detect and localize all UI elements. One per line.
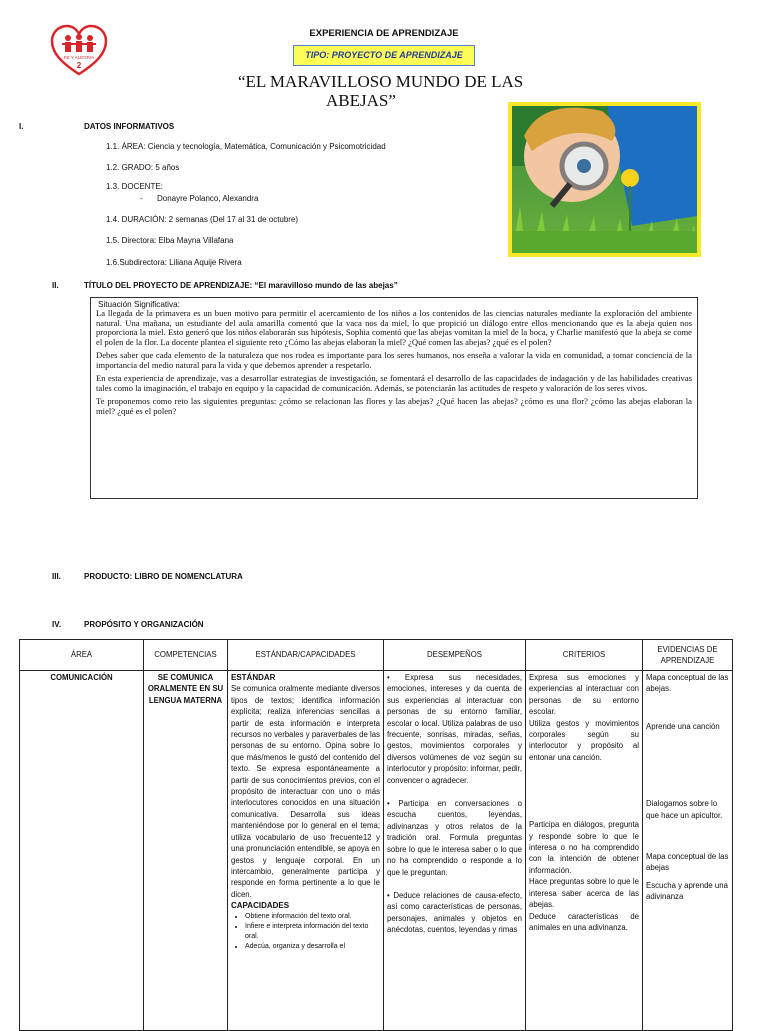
situacion-paragraph-3: En esta experiencia de aprendizaje, vas a desarrollar estrategias de investigación, se fomentará el desarrollo de las capacidades de indagación y de las habilidades creativas tales como la imaginación, el trabajo en equipo y la capacidad de comunicación. Además, se potenciarán las actitudes de respeto y valoración de los seres vivos. (96, 373, 692, 393)
list-item: • Infiere e interpreta información del texto oral. (245, 922, 380, 942)
criterio-item: Participa en diálogos, pregunta y responde sobre lo que le interesa o no ha comprendido con la intención de obtener información. (529, 820, 639, 875)
desempeno-item: • Participa en conversaciones o escucha cuentos, leyendas, adivinanzas y otros relatos de la tradición oral. Formula preguntas sobre lo que le interesa saber o lo que no ha comprendido o responde a lo que le preguntan. (387, 799, 522, 877)
section-3-number: III. (52, 572, 61, 581)
duracion-line: 1.4. DURACIÓN: 2 semanas (Del 17 al 31 de octubre) (106, 215, 299, 224)
header-competencias: COMPETENCIAS (144, 640, 228, 671)
section-4-number: IV. (52, 620, 62, 629)
evidencia-item: Escucha y aprende una adivinanza (646, 880, 728, 902)
header-evidencias: EVIDENCIAS DE APRENDIZAJE (643, 640, 733, 671)
capacidades-list (231, 912, 380, 952)
situacion-paragraph-1: La llegada de la primavera es un buen motivo para permitir el acercamiento de los niños a los contenidos de las ciencias naturales mediante la exploración del ambiente natural. Una mañana, un estudiante del aula amarilla comentó que la vaca nos da miel, lo que propició un diálogo entre ellos mencionando que es la abeja quien nos proporciona la miel. Esto generó que los niños elaborarán sus hipótesis, Sophia comentó que las abejas vomitan la miel de la boca, y Charlie manifestó que la abeja se come el polen de la flor. La docente plantea el siguiente reto ¿Cómo las abejas elaboran la miel? ¿Qué comen las abejas? ¿qué es el polen? (96, 308, 692, 347)
child-magnifier-photo (508, 102, 701, 257)
evidencia-item: Dialogamos sobre lo que hace un apicultor. (646, 799, 723, 820)
situacion-title: Situación Significativa: (98, 300, 180, 309)
header-estandar: ESTÁNDAR/CAPACIDADES (228, 640, 384, 671)
criterio-item: Hace preguntas sobre lo que le interesa saber acerca de las abejas. (529, 877, 639, 910)
evidencia-item: Aprende una canción (646, 721, 720, 731)
project-type-badge: TIPO: PROYECTO DE APRENDIZAJE (293, 45, 475, 66)
criterio-item: Expresa sus emociones y experiencias al interactuar con personas de su entorno escolar. (529, 673, 639, 717)
main-title: “EL MARAVILLOSO MUNDO DE LAS ABEJAS” (238, 72, 524, 110)
criterios-cell (526, 671, 643, 1031)
evidencia-item: Mapa conceptual de las abejas (646, 852, 729, 873)
desempeno-item: • Expresa sus necesidades, emociones, intereses y da cuenta de sus experiencias al interactuar con personas de su entorno familiar, escolar o local. Utiliza palabras de uso frecuente, sonrisas, miradas, señas, gestos, movimientos corporales y diversos volúmenes de voz según su interlocutor y propósito: informar, pedir, convencer o agradecer. (387, 673, 522, 785)
subdirectora-line: 1.6.Subdirectora: Liliana Aquije Rivera (106, 258, 242, 267)
docente-dash: - (140, 194, 143, 203)
docente-label: 1.3. DOCENTE: (106, 182, 163, 191)
evidencia-item: Mapa conceptual de las abejas. (646, 673, 729, 694)
list-item: • Adecúa, organiza y desarrolla el (245, 942, 380, 952)
docente-name: Donayre Polanco, Alexandra (157, 194, 259, 203)
header-desempenos: DESEMPEÑOS (384, 640, 526, 671)
competencia-cell: SE COMUNICA ORALMENTE EN SU LENGUA MATERNA (144, 671, 228, 1031)
grado-line: 1.2. GRADO: 5 años (106, 163, 180, 172)
section-1-number: I. (19, 122, 24, 131)
evidencias-cell (643, 671, 733, 1031)
situacion-box (90, 297, 698, 499)
estandar-cell (228, 671, 384, 1031)
table-header-row (20, 640, 733, 671)
producto-line: PRODUCTO: LIBRO DE NOMENCLATURA (84, 572, 243, 581)
proposito-table (19, 639, 733, 1031)
area-line: 1.1. ÁREA: Ciencia y tecnología, Matemática, Comunicación y Psicomotricidad (106, 142, 386, 151)
capacidades-label: CAPACIDADES (231, 901, 290, 911)
section-2-number: II. (52, 281, 59, 290)
project-title-line: TÍTULO DEL PROYECTO DE APRENDIZAJE: “El maravilloso mundo de las abejas” (84, 281, 398, 290)
estandar-text: Se comunica oralmente mediante diversos tipos de textos; identifica información explícita; realiza inferencias sencillas a partir de esta información e interpreta recursos no verbales y paraverbales de las personas de su entorno. Opina sobre lo que más/menos le gustó del contenido del texto. Se expresa espontáneamente a partir de sus conocimientos previos, con el propósito de interactuar con uno o más interlocutores conocidos en una situación comunicativa. Desarrolla sus ideas manteniéndose por lo general en el tema; utiliza vocabulario de uso frecuente12 y una pronunciación entendible, se apoya en gestos y lenguaje corporal. En un intercambio, generalmente participa y responde en forma pertinente a lo que le dicen. (231, 684, 380, 899)
svg-text:FE Y ALEGRIA: FE Y ALEGRIA (63, 55, 95, 60)
estandar-label: ESTÁNDAR (231, 673, 276, 682)
table-row (20, 671, 733, 1031)
criterio-item: Deduce características de animales en una adivinanza. (529, 911, 639, 932)
header-area: ÁREA (20, 640, 144, 671)
list-item: • Obtiene información del texto oral. (245, 912, 380, 922)
directora-line: 1.5. Directora: Elba Mayna Villafana (106, 236, 234, 245)
section-1-title: DATOS INFORMATIVOS (84, 122, 175, 131)
criterio-item: Utiliza gestos y movimientos corporales según su interlocutor y propósito al entonar una canción. (529, 718, 639, 762)
desempenos-cell (384, 671, 526, 1031)
experience-heading: EXPERIENCIA DE APRENDIZAJE (309, 28, 459, 39)
situacion-paragraph-2: Debes saber que cada elemento de la naturaleza que nos rodea es importante para los seres humanos, nos enseña a valorar la vida en comunidad, a tomar conciencia de la importancia del medio natural para la vida y que debemos aprender a respetarlo. (96, 350, 692, 370)
svg-text:2: 2 (76, 61, 82, 70)
situacion-paragraph-4: Te proponemos como reto las siguientes preguntas: ¿cómo se relacionan las flores y las abejas? ¿Qué hacen las abejas? ¿cómo es una flor? ¿cómo las abejas elaboran la miel? ¿qué es el polen? (96, 396, 692, 416)
header-criterios: CRITERIOS (526, 640, 643, 671)
area-cell: COMUNICACIÓN (20, 671, 144, 1031)
desempeno-item: • Deduce relaciones de causa-efecto, así como características de personas, personajes, animales y objetos en anécdotas, cuentos, leyendas y rimas (387, 890, 522, 935)
proposito-line: PROPÓSITO Y ORGANIZACIÓN (84, 620, 204, 629)
